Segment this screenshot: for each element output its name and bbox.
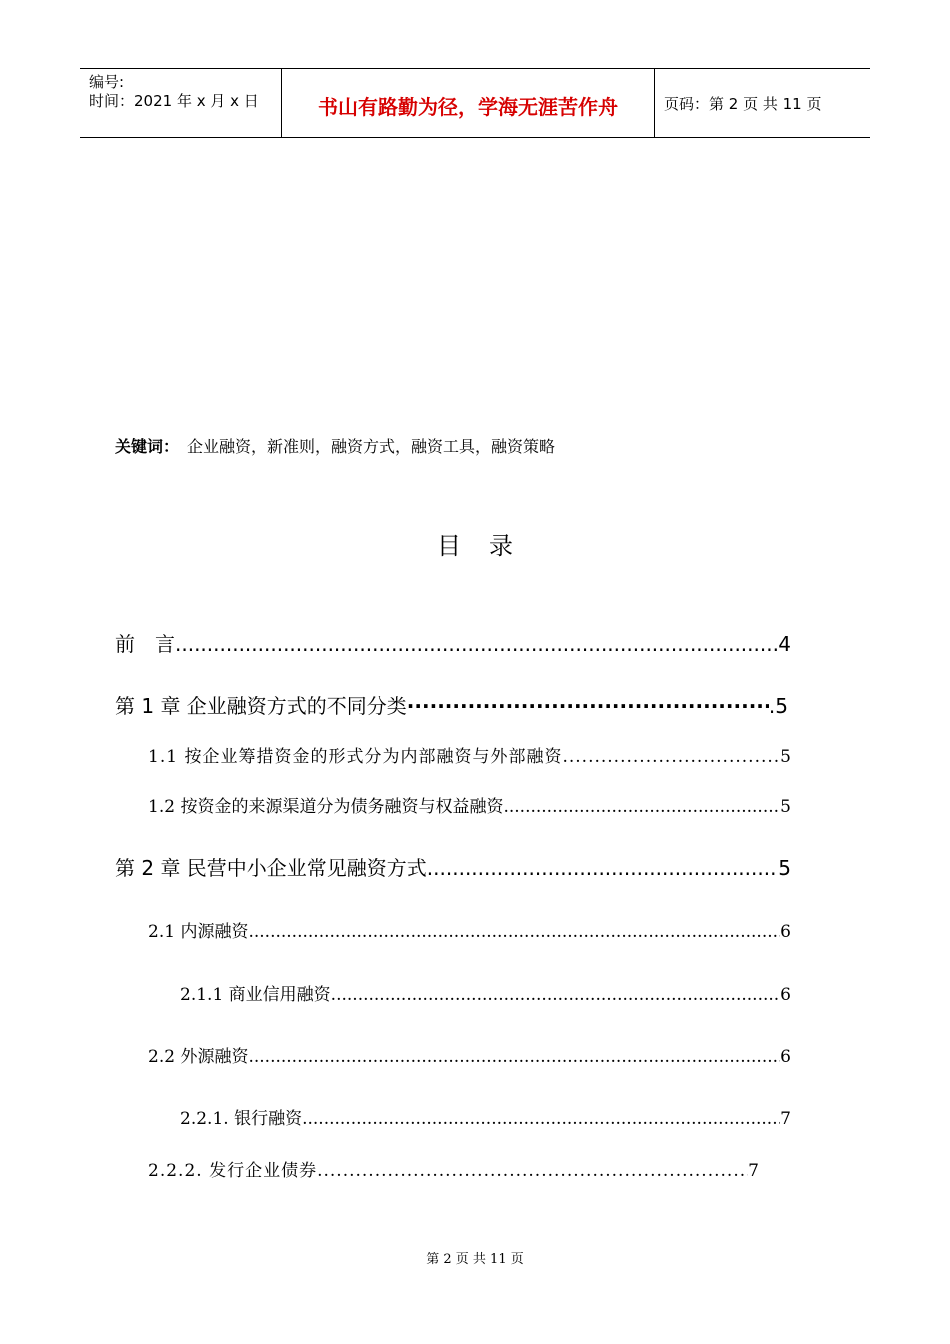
toc-entry-page: 6	[780, 1047, 791, 1067]
toc-entry-page: 6	[780, 985, 791, 1005]
toc-leader-dots	[248, 922, 780, 942]
toc-leader-dots	[248, 1047, 780, 1067]
keywords-value: 企业融资，新准则，融资方式，融资工具，融资策略	[187, 437, 556, 456]
toc-leader-dots	[302, 1109, 780, 1129]
toc-entry-2-2-1[interactable]	[180, 1104, 791, 1129]
toc-entry-text: 2.2.2. 发行企业债券	[148, 1161, 318, 1181]
header-info-cell	[80, 69, 282, 137]
toc-leader-dots	[331, 985, 781, 1005]
toc-leader-dots	[407, 694, 769, 718]
toc-title: 目录	[437, 532, 541, 560]
toc-entry-chapter-2[interactable]	[115, 852, 791, 881]
toc-entry-2-1-1[interactable]	[180, 980, 791, 1005]
page-header	[80, 68, 870, 138]
toc-leader-dots	[503, 797, 780, 817]
toc-entry-text: 1.1 按企业筹措资金的形式分为内部融资与外部融资	[148, 747, 563, 767]
toc-entry-page: 6	[780, 922, 791, 942]
toc-entry-text: 2.1.1 商业信用融资	[180, 985, 331, 1005]
toc-entry-2-1[interactable]	[148, 917, 791, 942]
toc-entry-text: 2.2 外源融资	[148, 1047, 249, 1067]
toc-entry-page: .5	[768, 694, 788, 718]
toc-entry-2-2-2[interactable]	[148, 1156, 760, 1181]
toc-entry-text: 第 1 章 企业融资方式的不同分类	[115, 694, 407, 718]
toc-entry-text: 前 言	[115, 632, 175, 656]
toc-entry-1-1[interactable]	[148, 742, 792, 767]
toc-leader-dots	[427, 856, 778, 880]
keywords-label: 关键词：	[115, 437, 180, 456]
toc-entry-page: 5	[778, 856, 791, 880]
toc-entry-text: 1.2 按资金的来源渠道分为债务融资与权益融资	[148, 797, 504, 817]
toc-entry-1-2[interactable]	[148, 792, 791, 817]
header-page-cell	[655, 69, 870, 137]
toc-leader-dots	[317, 1161, 748, 1181]
toc-entry-text: 第 2 章 民营中小企业常见融资方式	[115, 856, 427, 880]
toc-entry-page: 7	[748, 1161, 760, 1181]
toc-entry-page: 4	[778, 632, 791, 656]
header-motto: 书山有路勤为径，学海无涯苦作舟	[318, 95, 618, 119]
toc-entry-2-2[interactable]	[148, 1042, 791, 1067]
toc-entry-page: 5	[780, 747, 792, 767]
keywords-line	[115, 434, 555, 457]
doc-number-label: 编号:	[89, 73, 125, 91]
page-footer: 第 2 页 共 11 页	[426, 1252, 524, 1267]
toc-leader-dots	[175, 632, 778, 656]
header-page-info: 页码：第 2 页 共 11 页	[664, 95, 822, 113]
doc-date: 时间：2021 年 x 月 x 日	[89, 92, 259, 110]
toc-entry-preface[interactable]	[115, 628, 791, 657]
toc-entry-chapter-1[interactable]	[115, 690, 788, 719]
header-motto-cell	[282, 69, 655, 137]
toc-entry-page: 5	[780, 797, 791, 817]
toc-entry-text: 2.2.1. 银行融资	[180, 1109, 303, 1129]
toc-entry-page: 7	[780, 1109, 791, 1129]
toc-entry-text: 2.1 内源融资	[148, 922, 249, 942]
toc-leader-dots	[562, 747, 780, 767]
